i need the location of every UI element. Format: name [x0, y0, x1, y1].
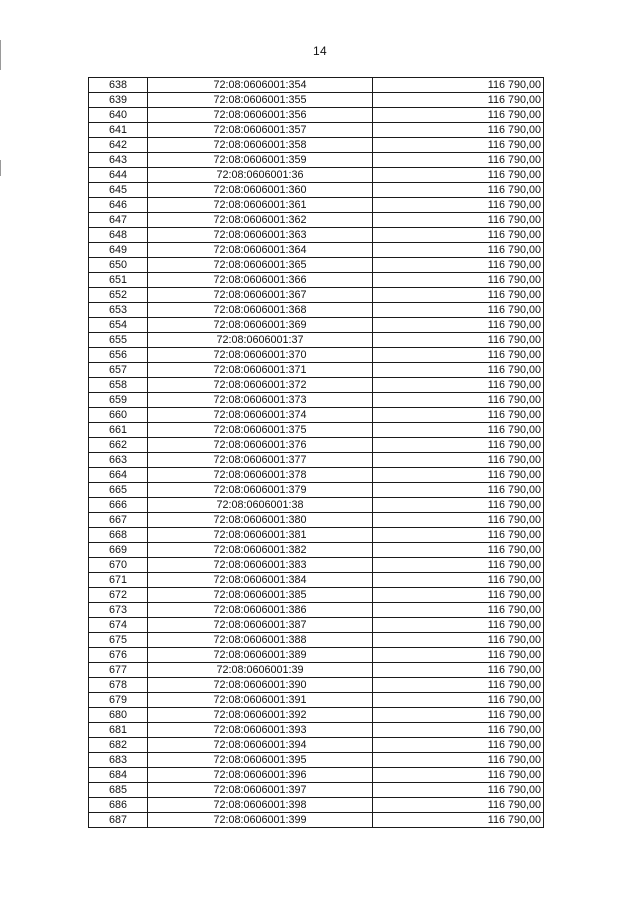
- value-cell: 116 790,00: [373, 333, 544, 348]
- cadastral-number-cell: 72:08:0606001:358: [148, 138, 373, 153]
- row-number-cell: 676: [89, 648, 148, 663]
- row-number-cell: 664: [89, 468, 148, 483]
- value-cell: 116 790,00: [373, 363, 544, 378]
- value-cell: 116 790,00: [373, 633, 544, 648]
- table-row: [89, 123, 544, 138]
- table-row: [89, 723, 544, 738]
- value-cell: 116 790,00: [373, 573, 544, 588]
- table-row: [89, 378, 544, 393]
- value-cell: 116 790,00: [373, 558, 544, 573]
- scan-edge-mark: [0, 160, 1, 176]
- cadastral-number-cell: 72:08:0606001:378: [148, 468, 373, 483]
- row-number-cell: 639: [89, 93, 148, 108]
- value-cell: 116 790,00: [373, 663, 544, 678]
- cadastral-number-cell: 72:08:0606001:371: [148, 363, 373, 378]
- table-row: [89, 213, 544, 228]
- row-number-cell: 649: [89, 243, 148, 258]
- cadastral-number-cell: 72:08:0606001:387: [148, 618, 373, 633]
- cadastral-number-cell: 72:08:0606001:382: [148, 543, 373, 558]
- table-row: [89, 513, 544, 528]
- value-cell: 116 790,00: [373, 813, 544, 828]
- row-number-cell: 653: [89, 303, 148, 318]
- row-number-cell: 675: [89, 633, 148, 648]
- row-number-cell: 641: [89, 123, 148, 138]
- cadastral-number-cell: 72:08:0606001:395: [148, 753, 373, 768]
- cadastral-number-cell: 72:08:0606001:385: [148, 588, 373, 603]
- table-row: [89, 153, 544, 168]
- value-cell: 116 790,00: [373, 348, 544, 363]
- value-cell: 116 790,00: [373, 453, 544, 468]
- cadastral-number-cell: 72:08:0606001:390: [148, 678, 373, 693]
- row-number-cell: 654: [89, 318, 148, 333]
- cadastral-number-cell: 72:08:0606001:370: [148, 348, 373, 363]
- cadastral-number-cell: 72:08:0606001:394: [148, 738, 373, 753]
- registry-table-wrapper: [88, 77, 541, 828]
- cadastral-number-cell: 72:08:0606001:368: [148, 303, 373, 318]
- value-cell: 116 790,00: [373, 528, 544, 543]
- value-cell: 116 790,00: [373, 93, 544, 108]
- table-row: [89, 438, 544, 453]
- value-cell: 116 790,00: [373, 753, 544, 768]
- row-number-cell: 667: [89, 513, 148, 528]
- registry-table: [88, 77, 544, 828]
- table-row: [89, 183, 544, 198]
- value-cell: 116 790,00: [373, 423, 544, 438]
- row-number-cell: 674: [89, 618, 148, 633]
- value-cell: 116 790,00: [373, 243, 544, 258]
- value-cell: 116 790,00: [373, 153, 544, 168]
- cadastral-number-cell: 72:08:0606001:363: [148, 228, 373, 243]
- cadastral-number-cell: 72:08:0606001:357: [148, 123, 373, 138]
- table-row: [89, 573, 544, 588]
- table-row: [89, 423, 544, 438]
- cadastral-number-cell: 72:08:0606001:388: [148, 633, 373, 648]
- value-cell: 116 790,00: [373, 513, 544, 528]
- cadastral-number-cell: 72:08:0606001:377: [148, 453, 373, 468]
- cadastral-number-cell: 72:08:0606001:39: [148, 663, 373, 678]
- value-cell: 116 790,00: [373, 138, 544, 153]
- row-number-cell: 666: [89, 498, 148, 513]
- row-number-cell: 668: [89, 528, 148, 543]
- value-cell: 116 790,00: [373, 303, 544, 318]
- value-cell: 116 790,00: [373, 258, 544, 273]
- table-row: [89, 603, 544, 618]
- row-number-cell: 686: [89, 798, 148, 813]
- value-cell: 116 790,00: [373, 108, 544, 123]
- cadastral-number-cell: 72:08:0606001:37: [148, 333, 373, 348]
- table-row: [89, 558, 544, 573]
- cadastral-number-cell: 72:08:0606001:383: [148, 558, 373, 573]
- table-row: [89, 678, 544, 693]
- table-row: [89, 618, 544, 633]
- value-cell: 116 790,00: [373, 213, 544, 228]
- row-number-cell: 681: [89, 723, 148, 738]
- cadastral-number-cell: 72:08:0606001:356: [148, 108, 373, 123]
- value-cell: 116 790,00: [373, 288, 544, 303]
- row-number-cell: 670: [89, 558, 148, 573]
- table-row: [89, 543, 544, 558]
- cadastral-number-cell: 72:08:0606001:374: [148, 408, 373, 423]
- row-number-cell: 661: [89, 423, 148, 438]
- row-number-cell: 657: [89, 363, 148, 378]
- table-row: [89, 393, 544, 408]
- table-row: [89, 768, 544, 783]
- table-row: [89, 78, 544, 93]
- row-number-cell: 645: [89, 183, 148, 198]
- value-cell: 116 790,00: [373, 693, 544, 708]
- value-cell: 116 790,00: [373, 483, 544, 498]
- value-cell: 116 790,00: [373, 543, 544, 558]
- value-cell: 116 790,00: [373, 648, 544, 663]
- table-row: [89, 108, 544, 123]
- row-number-cell: 659: [89, 393, 148, 408]
- value-cell: 116 790,00: [373, 378, 544, 393]
- cadastral-number-cell: 72:08:0606001:354: [148, 78, 373, 93]
- cadastral-number-cell: 72:08:0606001:361: [148, 198, 373, 213]
- value-cell: 116 790,00: [373, 183, 544, 198]
- cadastral-number-cell: 72:08:0606001:364: [148, 243, 373, 258]
- row-number-cell: 684: [89, 768, 148, 783]
- table-row: [89, 408, 544, 423]
- row-number-cell: 685: [89, 783, 148, 798]
- value-cell: 116 790,00: [373, 168, 544, 183]
- table-row: [89, 93, 544, 108]
- table-row: [89, 318, 544, 333]
- table-row: [89, 333, 544, 348]
- table-row: [89, 198, 544, 213]
- table-row: [89, 588, 544, 603]
- cadastral-number-cell: 72:08:0606001:381: [148, 528, 373, 543]
- cadastral-number-cell: 72:08:0606001:376: [148, 438, 373, 453]
- value-cell: 116 790,00: [373, 393, 544, 408]
- row-number-cell: 663: [89, 453, 148, 468]
- row-number-cell: 647: [89, 213, 148, 228]
- row-number-cell: 673: [89, 603, 148, 618]
- cadastral-number-cell: 72:08:0606001:366: [148, 273, 373, 288]
- row-number-cell: 638: [89, 78, 148, 93]
- table-row: [89, 753, 544, 768]
- table-row: [89, 228, 544, 243]
- row-number-cell: 640: [89, 108, 148, 123]
- value-cell: 116 790,00: [373, 798, 544, 813]
- table-row: [89, 633, 544, 648]
- value-cell: 116 790,00: [373, 468, 544, 483]
- value-cell: 116 790,00: [373, 273, 544, 288]
- table-row: [89, 693, 544, 708]
- row-number-cell: 662: [89, 438, 148, 453]
- row-number-cell: 680: [89, 708, 148, 723]
- table-row: [89, 783, 544, 798]
- row-number-cell: 679: [89, 693, 148, 708]
- value-cell: 116 790,00: [373, 408, 544, 423]
- cadastral-number-cell: 72:08:0606001:393: [148, 723, 373, 738]
- row-number-cell: 665: [89, 483, 148, 498]
- row-number-cell: 642: [89, 138, 148, 153]
- value-cell: 116 790,00: [373, 588, 544, 603]
- cadastral-number-cell: 72:08:0606001:36: [148, 168, 373, 183]
- value-cell: 116 790,00: [373, 318, 544, 333]
- value-cell: 116 790,00: [373, 438, 544, 453]
- page-number: 14: [313, 44, 327, 58]
- table-row: [89, 348, 544, 363]
- row-number-cell: 671: [89, 573, 148, 588]
- table-row: [89, 528, 544, 543]
- cadastral-number-cell: 72:08:0606001:389: [148, 648, 373, 663]
- table-row: [89, 648, 544, 663]
- value-cell: 116 790,00: [373, 708, 544, 723]
- value-cell: 116 790,00: [373, 768, 544, 783]
- value-cell: 116 790,00: [373, 498, 544, 513]
- table-row: [89, 738, 544, 753]
- cadastral-number-cell: 72:08:0606001:359: [148, 153, 373, 168]
- table-row: [89, 498, 544, 513]
- table-row: [89, 813, 544, 828]
- table-row: [89, 798, 544, 813]
- cadastral-number-cell: 72:08:0606001:380: [148, 513, 373, 528]
- value-cell: 116 790,00: [373, 678, 544, 693]
- value-cell: 116 790,00: [373, 783, 544, 798]
- table-row: [89, 483, 544, 498]
- row-number-cell: 678: [89, 678, 148, 693]
- cadastral-number-cell: 72:08:0606001:372: [148, 378, 373, 393]
- value-cell: 116 790,00: [373, 723, 544, 738]
- row-number-cell: 651: [89, 273, 148, 288]
- value-cell: 116 790,00: [373, 78, 544, 93]
- cadastral-number-cell: 72:08:0606001:365: [148, 258, 373, 273]
- row-number-cell: 648: [89, 228, 148, 243]
- table-row: [89, 288, 544, 303]
- table-row: [89, 663, 544, 678]
- value-cell: 116 790,00: [373, 618, 544, 633]
- cadastral-number-cell: 72:08:0606001:367: [148, 288, 373, 303]
- table-row: [89, 168, 544, 183]
- row-number-cell: 643: [89, 153, 148, 168]
- value-cell: 116 790,00: [373, 123, 544, 138]
- registry-table-body: [89, 78, 544, 828]
- value-cell: 116 790,00: [373, 228, 544, 243]
- cadastral-number-cell: 72:08:0606001:355: [148, 93, 373, 108]
- value-cell: 116 790,00: [373, 198, 544, 213]
- table-row: [89, 258, 544, 273]
- cadastral-number-cell: 72:08:0606001:369: [148, 318, 373, 333]
- table-row: [89, 138, 544, 153]
- row-number-cell: 677: [89, 663, 148, 678]
- cadastral-number-cell: 72:08:0606001:386: [148, 603, 373, 618]
- row-number-cell: 656: [89, 348, 148, 363]
- table-row: [89, 363, 544, 378]
- row-number-cell: 658: [89, 378, 148, 393]
- row-number-cell: 682: [89, 738, 148, 753]
- cadastral-number-cell: 72:08:0606001:391: [148, 693, 373, 708]
- table-row: [89, 453, 544, 468]
- table-row: [89, 468, 544, 483]
- row-number-cell: 650: [89, 258, 148, 273]
- table-row: [89, 303, 544, 318]
- cadastral-number-cell: 72:08:0606001:396: [148, 768, 373, 783]
- cadastral-number-cell: 72:08:0606001:360: [148, 183, 373, 198]
- row-number-cell: 687: [89, 813, 148, 828]
- cadastral-number-cell: 72:08:0606001:392: [148, 708, 373, 723]
- cadastral-number-cell: 72:08:0606001:398: [148, 798, 373, 813]
- row-number-cell: 669: [89, 543, 148, 558]
- table-row: [89, 273, 544, 288]
- row-number-cell: 672: [89, 588, 148, 603]
- cadastral-number-cell: 72:08:0606001:38: [148, 498, 373, 513]
- row-number-cell: 655: [89, 333, 148, 348]
- row-number-cell: 646: [89, 198, 148, 213]
- table-row: [89, 243, 544, 258]
- cadastral-number-cell: 72:08:0606001:373: [148, 393, 373, 408]
- cadastral-number-cell: 72:08:0606001:375: [148, 423, 373, 438]
- cadastral-number-cell: 72:08:0606001:362: [148, 213, 373, 228]
- cadastral-number-cell: 72:08:0606001:384: [148, 573, 373, 588]
- cadastral-number-cell: 72:08:0606001:399: [148, 813, 373, 828]
- value-cell: 116 790,00: [373, 603, 544, 618]
- row-number-cell: 644: [89, 168, 148, 183]
- row-number-cell: 652: [89, 288, 148, 303]
- row-number-cell: 683: [89, 753, 148, 768]
- row-number-cell: 660: [89, 408, 148, 423]
- value-cell: 116 790,00: [373, 738, 544, 753]
- cadastral-number-cell: 72:08:0606001:379: [148, 483, 373, 498]
- table-row: [89, 708, 544, 723]
- cadastral-number-cell: 72:08:0606001:397: [148, 783, 373, 798]
